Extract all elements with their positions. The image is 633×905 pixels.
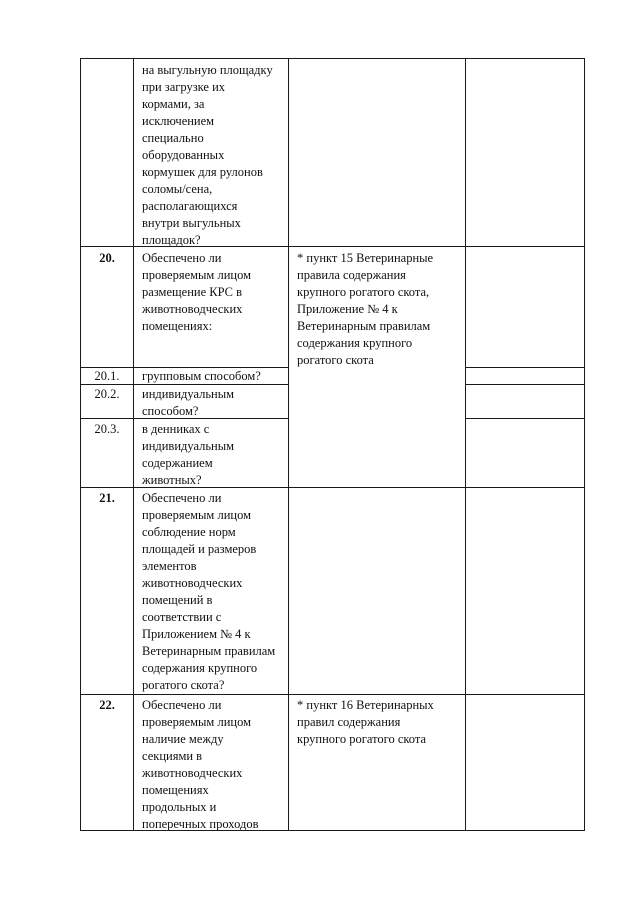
question-line: индивидуальным: [142, 439, 235, 453]
question-line: кормами, за: [142, 97, 205, 111]
question-line: помещений в: [142, 593, 213, 607]
column-divider-requirement: [465, 58, 466, 831]
question-line: помещениях: [142, 783, 209, 797]
row-divider: [465, 367, 585, 368]
requirement-line: Приложение № 4 к: [297, 302, 398, 316]
requirement-line: * пункт 15 Ветеринарные: [297, 251, 434, 265]
row-number: 22.: [99, 698, 115, 712]
question-line: соблюдение норм: [142, 525, 236, 539]
question-line: секциями в: [142, 749, 203, 763]
row-number: 20.1.: [94, 369, 120, 383]
question-line: Обеспечено ли: [142, 698, 222, 712]
row-number: 20.2.: [94, 387, 120, 401]
question-line: индивидуальным: [142, 387, 235, 401]
row-divider: [80, 694, 585, 695]
question-cell: [142, 490, 275, 694]
table-border-right: [584, 58, 585, 831]
question-cell: [142, 250, 251, 335]
question-line: при загрузке их: [142, 80, 226, 94]
requirement-line: крупного рогатого скота: [297, 732, 427, 746]
question-line: площадей и размеров: [142, 542, 257, 556]
question-line: Обеспечено ли: [142, 491, 222, 505]
question-line: кормушек для рулонов: [142, 165, 263, 179]
column-divider-number: [133, 58, 134, 831]
question-line: располагающихся: [142, 199, 238, 213]
question-line: содержания крупного: [142, 661, 258, 675]
requirement-line: крупного рогатого скота,: [297, 285, 430, 299]
question-line: рогатого скота?: [142, 678, 225, 692]
question-line: внутри выгульных: [142, 216, 241, 230]
requirement-cell: [297, 697, 434, 748]
question-line: размещение КРС в: [142, 285, 243, 299]
question-line: Приложением № 4 к: [142, 627, 251, 641]
question-line: специально: [142, 131, 204, 145]
requirement-line: рогатого скота: [297, 353, 374, 367]
row-divider: [465, 384, 585, 385]
question-line: поперечных проходов: [142, 817, 259, 831]
row-number: 21.: [99, 491, 115, 505]
row-number: 20.3.: [94, 422, 120, 436]
question-line: продольных и: [142, 800, 217, 814]
requirement-line: правила содержания: [297, 268, 406, 282]
requirement-line: содержания крупного: [297, 336, 413, 350]
question-line: животноводческих: [142, 576, 243, 590]
question-cell: [142, 62, 273, 249]
question-line: на выгульную площадку: [142, 63, 273, 77]
question-line: помещениях:: [142, 319, 213, 333]
question-line: Ветеринарным правилам: [142, 644, 276, 658]
question-line: животных?: [142, 473, 202, 487]
question-line: в денниках с: [142, 422, 210, 436]
question-line: групповым способом?: [142, 369, 261, 383]
row-number: 20.: [99, 251, 115, 265]
question-line: способом?: [142, 404, 199, 418]
question-cell: [142, 697, 258, 833]
question-line: площадок?: [142, 233, 201, 247]
question-line: проверяемым лицом: [142, 508, 251, 522]
question-line: соответствии с: [142, 610, 222, 624]
question-line: элементов: [142, 559, 197, 573]
row-divider: [465, 418, 585, 419]
requirement-line: правил содержания: [297, 715, 401, 729]
question-cell: [142, 368, 261, 385]
question-line: животноводческих: [142, 302, 243, 316]
question-cell: [142, 386, 234, 420]
column-divider-question: [288, 58, 289, 831]
question-line: содержанием: [142, 456, 213, 470]
table-border-left: [80, 58, 81, 831]
question-cell: [142, 421, 234, 489]
requirement-cell: [297, 250, 433, 369]
question-line: оборудованных: [142, 148, 225, 162]
requirement-line: Ветеринарным правилам: [297, 319, 431, 333]
question-line: животноводческих: [142, 766, 243, 780]
requirement-line: * пункт 16 Ветеринарных: [297, 698, 434, 712]
question-line: Обеспечено ли: [142, 251, 222, 265]
question-line: исключением: [142, 114, 215, 128]
question-line: проверяемым лицом: [142, 715, 251, 729]
table-border-top: [80, 58, 585, 59]
question-line: соломы/сена,: [142, 182, 213, 196]
question-line: наличие между: [142, 732, 224, 746]
question-line: проверяемым лицом: [142, 268, 251, 282]
